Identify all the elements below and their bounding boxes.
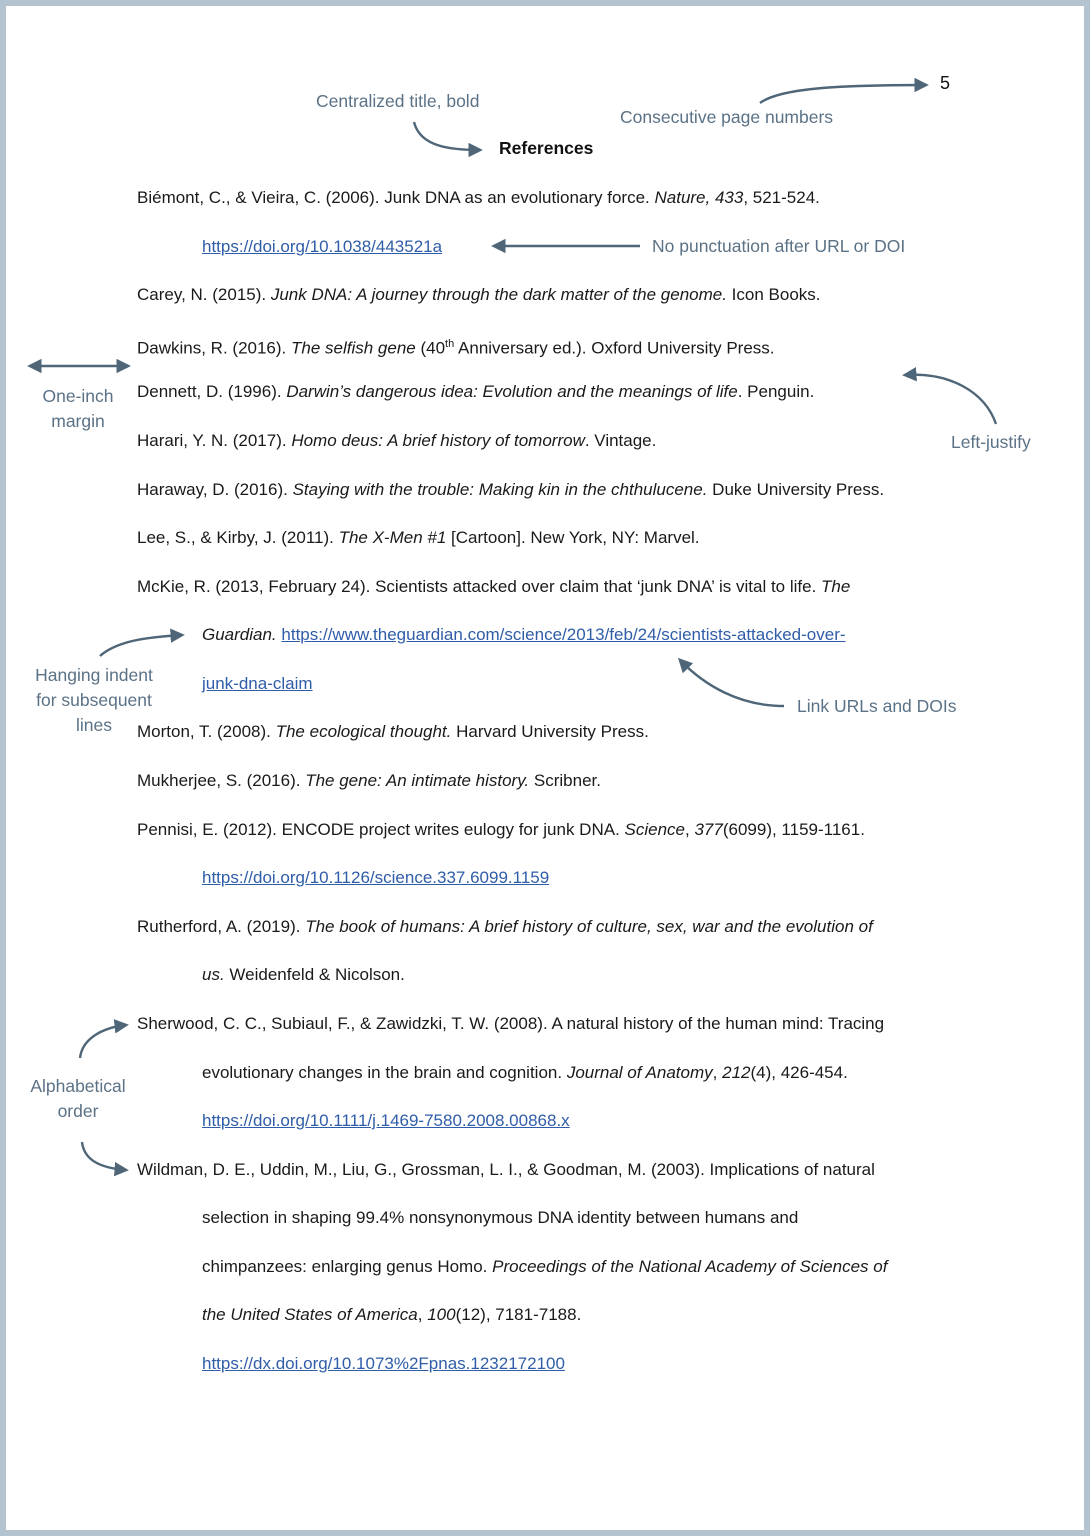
reference-wildman-line3: chimpanzees: enlarging genus Homo. Proceedings of the National Academy of Sciences of xyxy=(202,1257,888,1276)
reference-biemont-doi-link[interactable]: https://doi.org/10.1038/443521a xyxy=(202,237,443,256)
document-page xyxy=(6,6,1084,1530)
reference-wildman-doi-link[interactable]: https://dx.doi.org/10.1073%2Fpnas.1232172100 xyxy=(202,1354,565,1373)
reference-rutherford: Rutherford, A. (2019). The book of humans: A brief history of culture, sex, war and the evolution of xyxy=(137,917,873,936)
reference-dennett: Dennett, D. (1996). Darwin’s dangerous idea: Evolution and the meanings of life. Penguin. xyxy=(137,382,815,401)
page-number: 5 xyxy=(940,73,951,93)
reference-lee-kirby: Lee, S., & Kirby, J. (2011). The X-Men #1 [Cartoon]. New York, NY: Marvel. xyxy=(137,528,700,547)
reference-carey: Carey, N. (2015). Junk DNA: A journey through the dark matter of the genome. Icon Books. xyxy=(137,285,821,304)
reference-morton: Morton, T. (2008). The ecological thought. Harvard University Press. xyxy=(137,722,649,741)
reference-mckie-line2: Guardian. https://www.theguardian.com/science/2013/feb/24/scientists-attacked-over- xyxy=(202,625,846,644)
annotation-hanging-indent: Hanging indent for subsequent lines xyxy=(35,665,153,735)
page-title: References xyxy=(499,138,594,158)
reference-mckie: McKie, R. (2013, February 24). Scientists attacked over claim that ‘junk DNA’ is vital to life. The xyxy=(137,577,851,596)
reference-biemont: Biémont, C., & Vieira, C. (2006). Junk DNA as an evolutionary force. Nature, 433, 521-524. xyxy=(137,188,820,207)
reference-pennisi-doi-link[interactable]: https://doi.org/10.1126/science.337.6099.1159 xyxy=(202,868,550,887)
annotation-left-justify: Left-justify xyxy=(951,432,1031,452)
reference-haraway: Haraway, D. (2016). Staying with the trouble: Making kin in the chthulucene. Duke University Press. xyxy=(137,480,885,499)
annotation-page-numbers: Consecutive page numbers xyxy=(620,107,834,127)
reference-dawkins: Dawkins, R. (2016). The selfish gene (40th Anniversary ed.). Oxford University Press. xyxy=(137,338,775,358)
reference-sherwood-line2: evolutionary changes in the brain and cognition. Journal of Anatomy, 212(4), 426-454. xyxy=(202,1063,848,1082)
reference-mckie-url-link[interactable]: https://www.theguardian.com/science/2013/feb/24/scientists-attacked-over- xyxy=(281,625,846,644)
reference-wildman-line4: the United States of America, 100(12), 7181-7188. xyxy=(202,1305,582,1324)
annotation-link-urls: Link URLs and DOIs xyxy=(797,696,957,716)
reference-sherwood-doi-link[interactable]: https://doi.org/10.1111/j.1469-7580.2008.00868.x xyxy=(202,1111,570,1130)
reference-sherwood: Sherwood, C. C., Subiaul, F., & Zawidzki, T. W. (2008). A natural history of the human mind: Tracing xyxy=(137,1014,885,1033)
reference-mukherjee: Mukherjee, S. (2016). The gene: An intimate history. Scribner. xyxy=(137,771,601,790)
reference-mckie-url-continued[interactable]: junk-dna-claim xyxy=(202,674,313,693)
reference-wildman: Wildman, D. E., Uddin, M., Liu, G., Grossman, L. I., & Goodman, M. (2003). Implications of natural xyxy=(137,1160,875,1179)
reference-rutherford-line2: us. Weidenfeld & Nicolson. xyxy=(202,965,405,984)
reference-pennisi: Pennisi, E. (2012). ENCODE project writes eulogy for junk DNA. Science, 377(6099), 1159-1161. xyxy=(137,820,865,839)
annotation-centralized-title: Centralized title, bold xyxy=(316,91,480,111)
annotation-no-punctuation: No punctuation after URL or DOI xyxy=(652,236,906,256)
reference-wildman-line2: selection in shaping 99.4% nonsynonymous DNA identity between humans and xyxy=(202,1208,799,1227)
reference-harari: Harari, Y. N. (2017). Homo deus: A brief history of tomorrow. Vintage. xyxy=(137,431,657,450)
annotation-one-inch-margin: One-inch margin xyxy=(42,386,114,431)
annotation-alphabetical-order: Alphabetical order xyxy=(30,1076,126,1121)
